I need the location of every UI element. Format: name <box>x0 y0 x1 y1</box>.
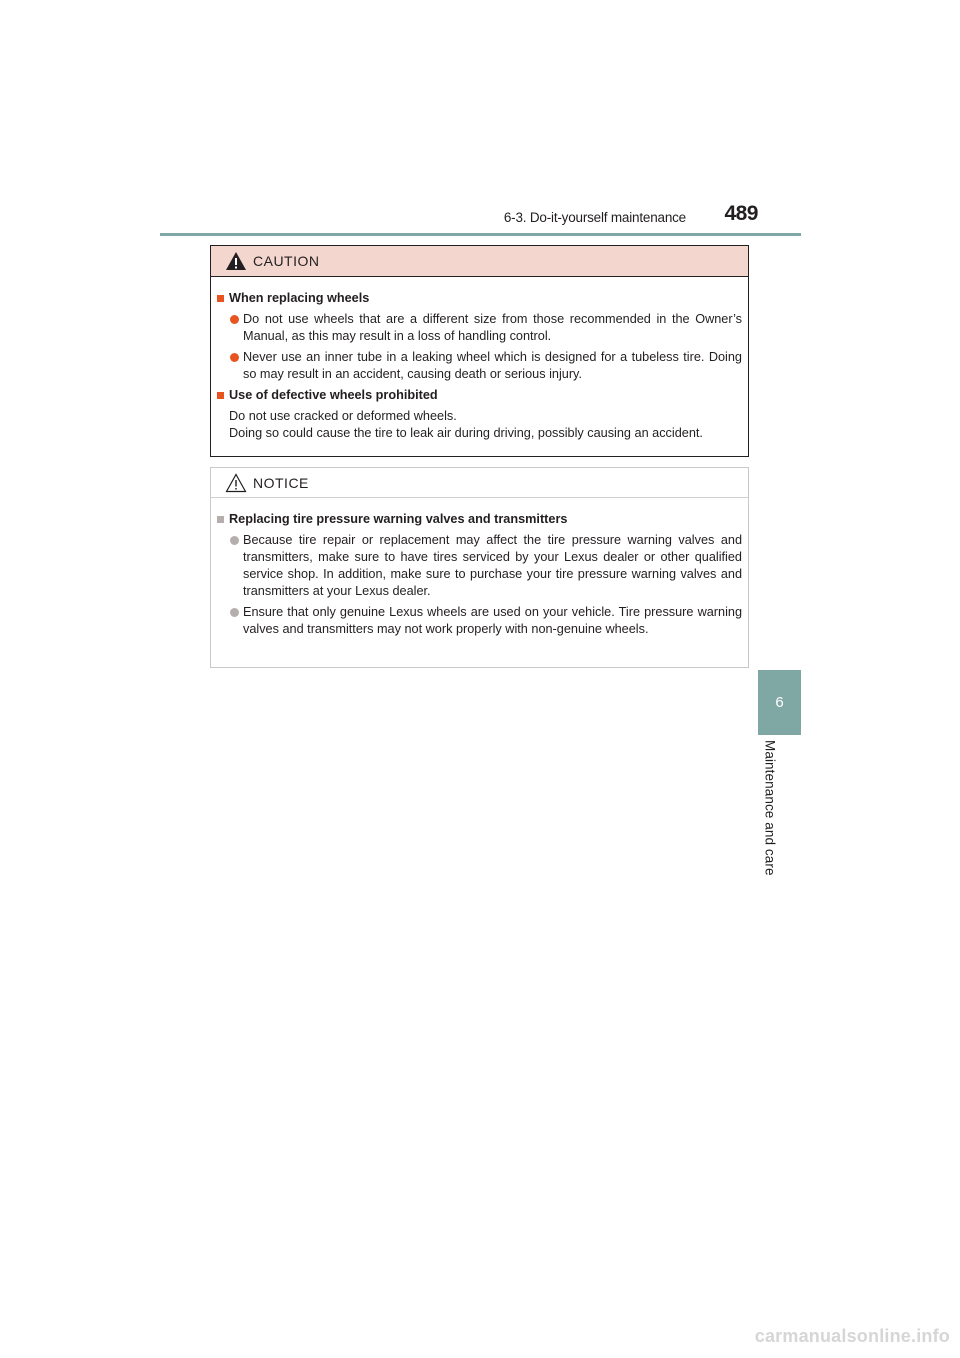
caution-text: Doing so could cause the tire to leak air during driving, possibly causing an accident. <box>229 426 703 440</box>
square-bullet-icon <box>217 392 224 399</box>
notice-box <box>210 467 749 668</box>
caution-body <box>211 277 748 442</box>
caution-bullet: Never use an inner tube in a leaking wheel which is designed for a tubeless tire. Doing so may result in an accident, causing death or serious injury. <box>217 349 742 383</box>
caution-title: CAUTION <box>253 253 320 269</box>
round-bullet-icon <box>230 536 239 545</box>
notice-bullet: Because tire repair or replacement may affect the tire pressure warning valves and transmitters, make sure to have tires serviced by your Lexus dealer or other qualified service shop. In addition, make sure to purchase your tire pressure warning valves and transmitters at your Lexus dealer. <box>217 532 742 600</box>
chapter-number: 6 <box>775 694 784 711</box>
notice-bullet: Ensure that only genuine Lexus wheels are used on your vehicle. Tire pressure warning valves and transmitters may not work properly with non-genuine wheels. <box>217 604 742 638</box>
notice-body <box>211 498 748 638</box>
page-header <box>160 200 800 230</box>
chapter-tab <box>758 670 801 735</box>
round-bullet-icon <box>230 315 239 324</box>
caution-header <box>211 246 748 277</box>
notice-heading: Replacing tire pressure warning valves and transmitters <box>217 511 742 528</box>
watermark: carmanualsonline.info <box>754 1326 950 1346</box>
caution-box <box>210 245 749 457</box>
warning-icon <box>225 251 247 271</box>
round-bullet-icon <box>230 353 239 362</box>
header-rule <box>160 233 801 236</box>
section-title: 6-3. Do-it-yourself maintenance <box>503 210 686 225</box>
caution-heading: Use of defective wheels prohibited <box>217 387 742 404</box>
caution-bullet: Do not use wheels that are a different size from those recommended in the Owner’s Manual, as this may result in a loss of handling control. <box>217 311 742 345</box>
caution-text: Do not use cracked or deformed wheels. <box>229 409 457 423</box>
round-bullet-icon <box>230 608 239 617</box>
chapter-label: Maintenance and care <box>762 740 778 876</box>
notice-title: NOTICE <box>253 474 309 491</box>
warning-outline-icon <box>225 473 247 493</box>
square-bullet-icon <box>217 295 224 302</box>
page-number: 489 <box>724 202 758 225</box>
square-bullet-icon <box>217 516 224 523</box>
caution-heading: When replacing wheels <box>217 290 742 307</box>
chapter-label-container <box>758 740 801 890</box>
notice-header <box>211 468 748 498</box>
